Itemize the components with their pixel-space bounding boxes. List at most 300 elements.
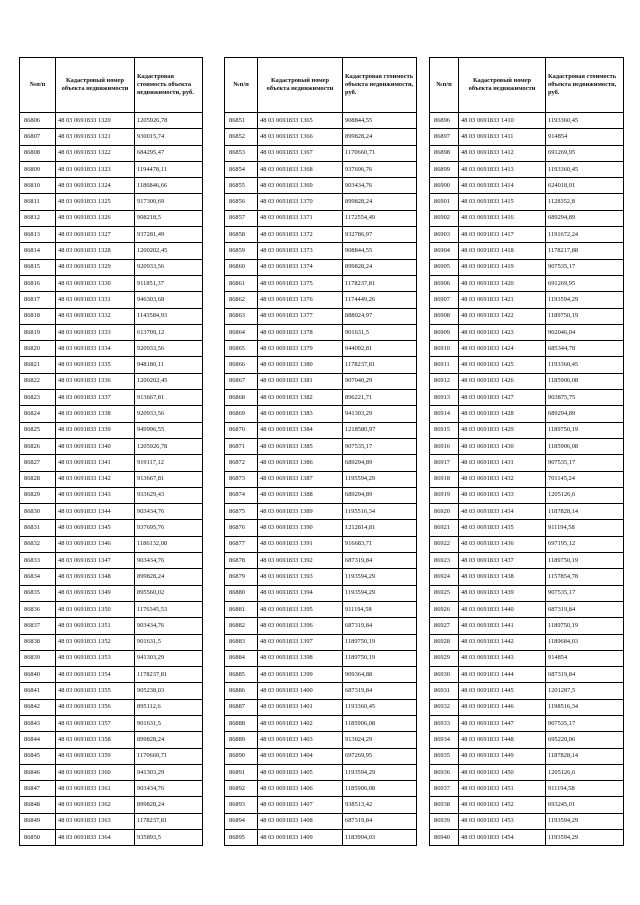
table-header-row xyxy=(225,58,417,113)
cadastral-number: 48 03 0691833 1324 xyxy=(56,178,135,194)
row-number: 86899 xyxy=(430,161,459,177)
cadastral-cost: 1128352,8 xyxy=(546,194,624,210)
cadastral-number: 48 03 0691833 1367 xyxy=(258,145,343,161)
cadastral-cost: 888024,97 xyxy=(343,308,417,324)
header-num: №п/п xyxy=(430,58,459,113)
row-number: 86924 xyxy=(430,569,459,585)
cadastral-cost: 1174449,26 xyxy=(343,292,417,308)
cadastral-cost: 895560,02 xyxy=(135,585,203,601)
row-number: 86887 xyxy=(225,699,258,715)
table-row xyxy=(225,683,417,699)
row-number: 86833 xyxy=(20,553,56,569)
row-number: 86853 xyxy=(225,145,258,161)
table-row xyxy=(430,275,624,291)
cadastral-cost: 684295,47 xyxy=(135,145,203,161)
table-row xyxy=(430,634,624,650)
row-number: 86919 xyxy=(430,487,459,503)
cadastral-number: 48 03 0691833 1335 xyxy=(56,357,135,373)
cadastral-number: 48 03 0691833 1393 xyxy=(258,569,343,585)
cadastral-cost: 689294,89 xyxy=(546,210,624,226)
table-row xyxy=(225,113,417,129)
cadastral-cost: 1205926,78 xyxy=(135,438,203,454)
row-number: 86911 xyxy=(430,357,459,373)
table-row xyxy=(225,259,417,275)
table-row xyxy=(20,830,203,846)
row-number: 86918 xyxy=(430,471,459,487)
cadastral-cost: 1178237,81 xyxy=(343,357,417,373)
cadastral-cost: 687319,84 xyxy=(546,667,624,683)
table-row xyxy=(20,569,203,585)
cadastral-cost: 899828,24 xyxy=(343,129,417,145)
cadastral-cost: 701145,24 xyxy=(546,471,624,487)
cadastral-cost: 930015,74 xyxy=(135,129,203,145)
cadastral-cost: 920933,56 xyxy=(135,406,203,422)
cadastral-number: 48 03 0691833 1408 xyxy=(258,813,343,829)
row-number: 86827 xyxy=(20,455,56,471)
row-number: 86908 xyxy=(430,308,459,324)
table-row xyxy=(430,601,624,617)
row-number: 86808 xyxy=(20,145,56,161)
row-number: 86917 xyxy=(430,455,459,471)
table-row xyxy=(225,487,417,503)
cadastral-cost: 1186846,66 xyxy=(135,178,203,194)
cadastral-number: 48 03 0691833 1375 xyxy=(258,275,343,291)
table-row xyxy=(430,813,624,829)
table-row xyxy=(225,275,417,291)
table-row xyxy=(20,438,203,454)
table-row xyxy=(430,748,624,764)
row-number: 86890 xyxy=(225,748,258,764)
row-number: 86843 xyxy=(20,715,56,731)
row-number: 86938 xyxy=(430,797,459,813)
row-number: 86936 xyxy=(430,764,459,780)
cadastral-cost: 1183994,03 xyxy=(343,830,417,846)
table-row xyxy=(20,650,203,666)
row-number: 86863 xyxy=(225,308,258,324)
cadastral-number: 48 03 0691833 1404 xyxy=(258,748,343,764)
cadastral-number: 48 03 0691833 1355 xyxy=(56,683,135,699)
cadastral-number: 48 03 0691833 1333 xyxy=(56,324,135,340)
cadastral-number: 48 03 0691833 1342 xyxy=(56,471,135,487)
cadastral-cost: 1193594,29 xyxy=(343,764,417,780)
cadastral-number: 48 03 0691833 1326 xyxy=(56,210,135,226)
table-row xyxy=(430,308,624,324)
cadastral-number: 48 03 0691833 1445 xyxy=(459,683,546,699)
row-number: 86847 xyxy=(20,781,56,797)
row-number: 86861 xyxy=(225,275,258,291)
cadastral-cost: 1198516,34 xyxy=(546,699,624,715)
cadastral-number: 48 03 0691833 1337 xyxy=(56,390,135,406)
row-number: 86829 xyxy=(20,487,56,503)
row-number: 86940 xyxy=(430,830,459,846)
cadastral-number: 48 03 0691833 1322 xyxy=(56,145,135,161)
cadastral-number: 48 03 0691833 1406 xyxy=(258,781,343,797)
cadastral-cost: 1189684,03 xyxy=(546,634,624,650)
row-number: 86867 xyxy=(225,373,258,389)
cadastral-cost: 941303,29 xyxy=(343,406,417,422)
table-row xyxy=(430,161,624,177)
cadastral-number: 48 03 0691833 1360 xyxy=(56,764,135,780)
table-row xyxy=(20,275,203,291)
cadastral-number: 48 03 0691833 1428 xyxy=(459,406,546,422)
row-number: 86909 xyxy=(430,324,459,340)
table-row xyxy=(20,520,203,536)
cadastral-number: 48 03 0691833 1338 xyxy=(56,406,135,422)
row-number: 86806 xyxy=(20,113,56,129)
cadastral-number: 48 03 0691833 1323 xyxy=(56,161,135,177)
table-row xyxy=(20,210,203,226)
table-row xyxy=(430,487,624,503)
row-number: 86923 xyxy=(430,553,459,569)
cadastral-cost: 1193360,45 xyxy=(546,161,624,177)
row-number: 86913 xyxy=(430,390,459,406)
table-row xyxy=(430,455,624,471)
cadastral-number: 48 03 0691833 1426 xyxy=(459,373,546,389)
cadastral-cost: 1185906,08 xyxy=(343,781,417,797)
row-number: 86837 xyxy=(20,618,56,634)
header-cadastral-cost: Кадастровая стоимость объекта недвижимости, руб. xyxy=(546,58,624,113)
row-number: 86915 xyxy=(430,422,459,438)
table-row xyxy=(430,373,624,389)
header-cadastral-cost: Кадастровая стоимость объекта недвижимости, руб. xyxy=(343,58,417,113)
table-row xyxy=(430,536,624,552)
table-row xyxy=(20,813,203,829)
cadastral-number: 48 03 0691833 1378 xyxy=(258,324,343,340)
cadastral-cost: 899828,24 xyxy=(135,797,203,813)
cadastral-number: 48 03 0691833 1394 xyxy=(258,585,343,601)
cadastral-number: 48 03 0691833 1381 xyxy=(258,373,343,389)
table-row xyxy=(225,390,417,406)
cadastral-number: 48 03 0691833 1425 xyxy=(459,357,546,373)
cadastral-cost: 911194,58 xyxy=(546,520,624,536)
cadastral-cost: 624018,01 xyxy=(546,178,624,194)
cadastral-cost: 1195516,34 xyxy=(343,504,417,520)
cadastral-cost: 1193360,45 xyxy=(546,357,624,373)
table-body xyxy=(20,113,203,846)
cadastral-number: 48 03 0691833 1362 xyxy=(56,797,135,813)
row-number: 86825 xyxy=(20,422,56,438)
row-number: 86850 xyxy=(20,830,56,846)
cadastral-cost: 908844,55 xyxy=(343,243,417,259)
cadastral-number: 48 03 0691833 1380 xyxy=(258,357,343,373)
row-number: 86871 xyxy=(225,438,258,454)
row-number: 86852 xyxy=(225,129,258,145)
table-row xyxy=(225,438,417,454)
cadastral-cost: 907535,17 xyxy=(546,585,624,601)
cadastral-number: 48 03 0691833 1409 xyxy=(258,830,343,846)
row-number: 86841 xyxy=(20,683,56,699)
cadastral-number: 48 03 0691833 1391 xyxy=(258,536,343,552)
cadastral-cost: 908844,55 xyxy=(343,113,417,129)
cadastral-number: 48 03 0691833 1345 xyxy=(56,520,135,536)
row-number: 86855 xyxy=(225,178,258,194)
cadastral-number: 48 03 0691833 1364 xyxy=(56,830,135,846)
row-number: 86912 xyxy=(430,373,459,389)
table-row xyxy=(20,194,203,210)
row-number: 86939 xyxy=(430,813,459,829)
cadastral-number: 48 03 0691833 1438 xyxy=(459,569,546,585)
table-row xyxy=(430,259,624,275)
row-number: 86864 xyxy=(225,324,258,340)
header-cadastral-number: Кадастровый номер объекта недвижимости xyxy=(258,58,343,113)
table-row xyxy=(430,129,624,145)
row-number: 86826 xyxy=(20,438,56,454)
cadastral-number: 48 03 0691833 1396 xyxy=(258,618,343,634)
cadastral-number: 48 03 0691833 1419 xyxy=(459,259,546,275)
cadastral-cost: 1218580,97 xyxy=(343,422,417,438)
cadastral-cost: 1170660,71 xyxy=(343,145,417,161)
row-number: 86906 xyxy=(430,275,459,291)
cadastral-cost: 1143584,93 xyxy=(135,308,203,324)
row-number: 86839 xyxy=(20,650,56,666)
cadastral-cost: 691269,95 xyxy=(546,275,624,291)
row-number: 86910 xyxy=(430,341,459,357)
row-number: 86937 xyxy=(430,781,459,797)
header-num: №п/п xyxy=(20,58,56,113)
table-row xyxy=(225,308,417,324)
table-row xyxy=(225,667,417,683)
cadastral-cost: 917300,69 xyxy=(135,194,203,210)
table-row xyxy=(430,520,624,536)
cadastral-cost: 687319,84 xyxy=(343,683,417,699)
cadastral-number: 48 03 0691833 1399 xyxy=(258,667,343,683)
table-row xyxy=(225,650,417,666)
cadastral-number: 48 03 0691833 1418 xyxy=(459,243,546,259)
row-number: 86854 xyxy=(225,161,258,177)
cadastral-cost: 613709,12 xyxy=(135,324,203,340)
table-row xyxy=(20,113,203,129)
cadastral-number: 48 03 0691833 1423 xyxy=(459,324,546,340)
cadastral-number: 48 03 0691833 1349 xyxy=(56,585,135,601)
cadastral-cost: 896221,71 xyxy=(343,390,417,406)
row-number: 86894 xyxy=(225,813,258,829)
row-number: 86845 xyxy=(20,748,56,764)
cadastral-number: 48 03 0691833 1379 xyxy=(258,341,343,357)
table-row xyxy=(430,618,624,634)
row-number: 86860 xyxy=(225,259,258,275)
cadastral-cost: 1201287,5 xyxy=(546,683,624,699)
table-row xyxy=(225,373,417,389)
cadastral-cost: 903434,76 xyxy=(135,553,203,569)
table-row xyxy=(20,227,203,243)
cadastral-number: 48 03 0691833 1446 xyxy=(459,699,546,715)
row-number: 86886 xyxy=(225,683,258,699)
cadastral-number: 48 03 0691833 1339 xyxy=(56,422,135,438)
cadastral-number: 48 03 0691833 1334 xyxy=(56,341,135,357)
cadastral-cost: 1178237,81 xyxy=(135,813,203,829)
cadastral-cost: 1193594,29 xyxy=(546,292,624,308)
table-row xyxy=(225,699,417,715)
cadastral-number: 48 03 0691833 1430 xyxy=(459,438,546,454)
cadastral-number: 48 03 0691833 1341 xyxy=(56,455,135,471)
row-number: 86811 xyxy=(20,194,56,210)
row-number: 86897 xyxy=(430,129,459,145)
table-row xyxy=(225,129,417,145)
table-row xyxy=(225,830,417,846)
cadastral-cost: 903434,76 xyxy=(135,781,203,797)
row-number: 86851 xyxy=(225,113,258,129)
table-body xyxy=(430,113,624,846)
table-row xyxy=(430,585,624,601)
row-number: 86877 xyxy=(225,536,258,552)
header-cadastral-cost: Кадастровая стоимость объекта недвижимости, руб. xyxy=(135,58,203,113)
cadastral-number: 48 03 0691833 1429 xyxy=(459,422,546,438)
row-number: 86858 xyxy=(225,227,258,243)
cadastral-number: 48 03 0691833 1370 xyxy=(258,194,343,210)
table-row xyxy=(430,390,624,406)
cadastral-cost: 1200202,45 xyxy=(135,243,203,259)
cadastral-table-3 xyxy=(429,57,624,846)
cadastral-cost: 907535,17 xyxy=(546,259,624,275)
table-row xyxy=(225,210,417,226)
cadastral-cost: 907535,17 xyxy=(546,715,624,731)
cadastral-number: 48 03 0691833 1407 xyxy=(258,797,343,813)
cadastral-table-2 xyxy=(224,57,417,846)
cadastral-number: 48 03 0691833 1372 xyxy=(258,227,343,243)
cadastral-cost: 903875,75 xyxy=(546,390,624,406)
cadastral-cost: 903434,76 xyxy=(343,178,417,194)
cadastral-number: 48 03 0691833 1439 xyxy=(459,585,546,601)
row-number: 86891 xyxy=(225,764,258,780)
cadastral-number: 48 03 0691833 1346 xyxy=(56,536,135,552)
row-number: 86922 xyxy=(430,536,459,552)
row-number: 86813 xyxy=(20,227,56,243)
cadastral-number: 48 03 0691833 1336 xyxy=(56,373,135,389)
cadastral-cost: 1193360,45 xyxy=(546,113,624,129)
header-cadastral-number: Кадастровый номер объекта недвижимости xyxy=(56,58,135,113)
cadastral-cost: 1193594,29 xyxy=(343,585,417,601)
cadastral-number: 48 03 0691833 1453 xyxy=(459,813,546,829)
cadastral-number: 48 03 0691833 1451 xyxy=(459,781,546,797)
row-number: 86840 xyxy=(20,667,56,683)
row-number: 86905 xyxy=(430,259,459,275)
cadastral-cost: 903434,76 xyxy=(135,504,203,520)
row-number: 86866 xyxy=(225,357,258,373)
cadastral-number: 48 03 0691833 1431 xyxy=(459,455,546,471)
cadastral-cost: 913667,81 xyxy=(135,390,203,406)
row-number: 86921 xyxy=(430,520,459,536)
cadastral-cost: 1189750,19 xyxy=(546,308,624,324)
cadastral-cost: 689294,89 xyxy=(546,406,624,422)
row-number: 86930 xyxy=(430,667,459,683)
cadastral-number: 48 03 0691833 1398 xyxy=(258,650,343,666)
table-row xyxy=(225,569,417,585)
cadastral-number: 48 03 0691833 1452 xyxy=(459,797,546,813)
cadastral-number: 48 03 0691833 1392 xyxy=(258,553,343,569)
cadastral-number: 48 03 0691833 1321 xyxy=(56,129,135,145)
cadastral-number: 48 03 0691833 1443 xyxy=(459,650,546,666)
table-body xyxy=(225,113,417,846)
row-number: 86818 xyxy=(20,308,56,324)
cadastral-cost: 1212814,81 xyxy=(343,520,417,536)
cadastral-number: 48 03 0691833 1437 xyxy=(459,553,546,569)
row-number: 86885 xyxy=(225,667,258,683)
cadastral-cost: 901631,5 xyxy=(135,634,203,650)
cadastral-number: 48 03 0691833 1353 xyxy=(56,650,135,666)
table-row xyxy=(430,292,624,308)
cadastral-number: 48 03 0691833 1433 xyxy=(459,487,546,503)
table-row xyxy=(225,341,417,357)
cadastral-cost: 1193594,29 xyxy=(546,830,624,846)
table-row xyxy=(20,748,203,764)
table-row xyxy=(20,764,203,780)
row-number: 86920 xyxy=(430,504,459,520)
row-number: 86879 xyxy=(225,569,258,585)
cadastral-cost: 691269,95 xyxy=(546,145,624,161)
row-number: 86904 xyxy=(430,243,459,259)
table-row xyxy=(430,650,624,666)
cadastral-cost: 899828,24 xyxy=(135,732,203,748)
row-number: 86857 xyxy=(225,210,258,226)
cadastral-cost: 937696,76 xyxy=(343,161,417,177)
row-number: 86842 xyxy=(20,699,56,715)
table-row xyxy=(430,210,624,226)
cadastral-number: 48 03 0691833 1332 xyxy=(56,308,135,324)
cadastral-number: 48 03 0691833 1440 xyxy=(459,601,546,617)
row-number: 86878 xyxy=(225,553,258,569)
row-number: 86934 xyxy=(430,732,459,748)
cadastral-cost: 689294,89 xyxy=(343,487,417,503)
table-row xyxy=(225,357,417,373)
row-number: 86916 xyxy=(430,438,459,454)
cadastral-number: 48 03 0691833 1400 xyxy=(258,683,343,699)
row-number: 86876 xyxy=(225,520,258,536)
cadastral-number: 48 03 0691833 1377 xyxy=(258,308,343,324)
table-row xyxy=(20,471,203,487)
row-number: 86932 xyxy=(430,699,459,715)
cadastral-cost: 899828,24 xyxy=(343,259,417,275)
row-number: 86883 xyxy=(225,634,258,650)
row-number: 86874 xyxy=(225,487,258,503)
cadastral-cost: 1178237,81 xyxy=(135,667,203,683)
row-number: 86892 xyxy=(225,781,258,797)
cadastral-cost: 937281,49 xyxy=(135,227,203,243)
cadastral-cost: 1176345,53 xyxy=(135,601,203,617)
cadastral-number: 48 03 0691833 1447 xyxy=(459,715,546,731)
cadastral-number: 48 03 0691833 1424 xyxy=(459,341,546,357)
table-row xyxy=(225,504,417,520)
cadastral-cost: 687319,84 xyxy=(343,813,417,829)
cadastral-number: 48 03 0691833 1401 xyxy=(258,699,343,715)
cadastral-cost: 1178237,81 xyxy=(343,275,417,291)
table-row xyxy=(225,797,417,813)
cadastral-number: 48 03 0691833 1432 xyxy=(459,471,546,487)
table-row xyxy=(430,357,624,373)
cadastral-cost: 1172554,49 xyxy=(343,210,417,226)
table-row xyxy=(20,455,203,471)
cadastral-cost: 902046,04 xyxy=(546,324,624,340)
table-row xyxy=(225,227,417,243)
cadastral-cost: 920933,56 xyxy=(135,341,203,357)
table-row xyxy=(225,178,417,194)
table-row xyxy=(430,422,624,438)
cadastral-number: 48 03 0691833 1366 xyxy=(258,129,343,145)
cadastral-number: 48 03 0691833 1371 xyxy=(258,210,343,226)
table-row xyxy=(430,243,624,259)
cadastral-cost: 948180,11 xyxy=(135,357,203,373)
cadastral-number: 48 03 0691833 1330 xyxy=(56,275,135,291)
row-number: 86807 xyxy=(20,129,56,145)
cadastral-number: 48 03 0691833 1359 xyxy=(56,748,135,764)
table-row xyxy=(20,585,203,601)
cadastral-number: 48 03 0691833 1352 xyxy=(56,634,135,650)
cadastral-number: 48 03 0691833 1358 xyxy=(56,732,135,748)
cadastral-number: 48 03 0691833 1390 xyxy=(258,520,343,536)
cadastral-cost: 933629,43 xyxy=(135,487,203,503)
cadastral-cost: 914854 xyxy=(546,129,624,145)
cadastral-cost: 1187828,14 xyxy=(546,504,624,520)
table-row xyxy=(430,797,624,813)
